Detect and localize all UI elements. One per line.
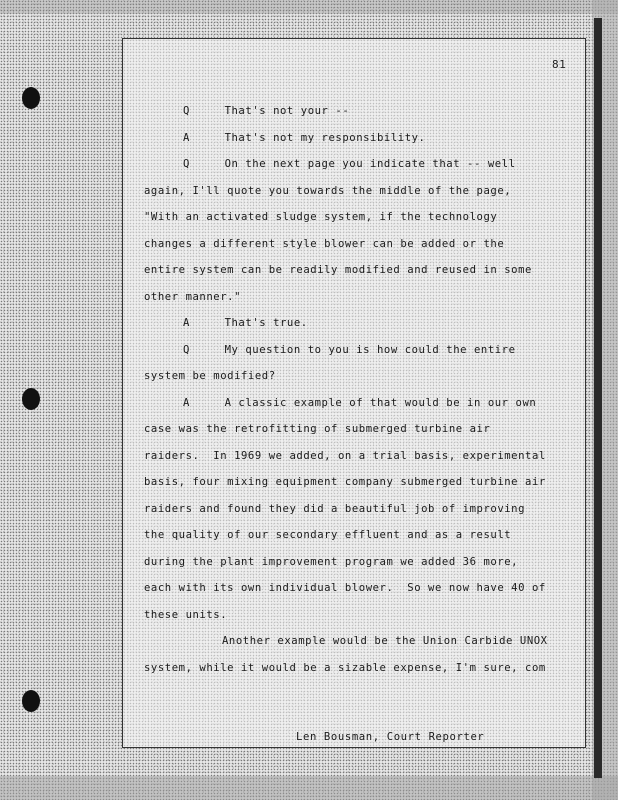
- transcript-line: basis, four mixing equipment company submerged turbine air: [144, 476, 546, 488]
- transcript-line: the quality of our secondary effluent and as a result: [144, 529, 512, 541]
- transcript-line: A That's true.: [183, 317, 308, 329]
- transcript-line: system, while it would be a sizable expense, I'm sure, com: [144, 661, 546, 674]
- punch-hole-middle: [22, 388, 40, 410]
- transcript-line: these units.: [144, 608, 228, 621]
- transcript-line: again, I'll quote you towards the middle of the page,: [144, 184, 512, 197]
- transcript-line: Q That's not your --: [183, 105, 350, 117]
- punch-hole-top: [22, 87, 40, 109]
- transcript-line: system be modified?: [144, 370, 276, 382]
- page-number: 81: [552, 58, 567, 71]
- transcript-line: changes a different style blower can be added or the: [144, 237, 505, 250]
- page-edge-bar: [594, 18, 602, 778]
- transcript-line: case was the retrofitting of submerged turbine air: [144, 423, 491, 435]
- transcript-line: Q My question to you is how could the entire: [183, 343, 516, 356]
- transcript-line: Q On the next page you indicate that -- well: [183, 158, 516, 170]
- scan-bottom-shadow: [0, 776, 618, 800]
- transcript-line: A A classic example of that would be in our own: [183, 396, 537, 409]
- transcript-line: raiders and found they did a beautiful job of improving: [144, 502, 526, 515]
- transcript-line: during the plant improvement program we added 36 more,: [144, 555, 519, 568]
- scan-top-shadow: [0, 0, 618, 14]
- transcript-line: A That's not my responsibility.: [183, 131, 426, 144]
- court-reporter-footer: Len Bousman, Court Reporter: [296, 731, 485, 743]
- punch-hole-bottom: [22, 690, 40, 712]
- transcript-line: "With an activated sludge system, if the technology: [144, 211, 498, 223]
- transcript-line: Another example would be the Union Carbide UNOX: [222, 635, 548, 647]
- transcript-line: each with its own individual blower. So we now have 40 of: [144, 582, 546, 594]
- transcript-line: raiders. In 1969 we added, on a trial basis, experimental: [144, 449, 546, 462]
- transcript-line: entire system can be readily modified and reused in some: [144, 264, 532, 276]
- transcript-line: other manner.": [144, 290, 241, 303]
